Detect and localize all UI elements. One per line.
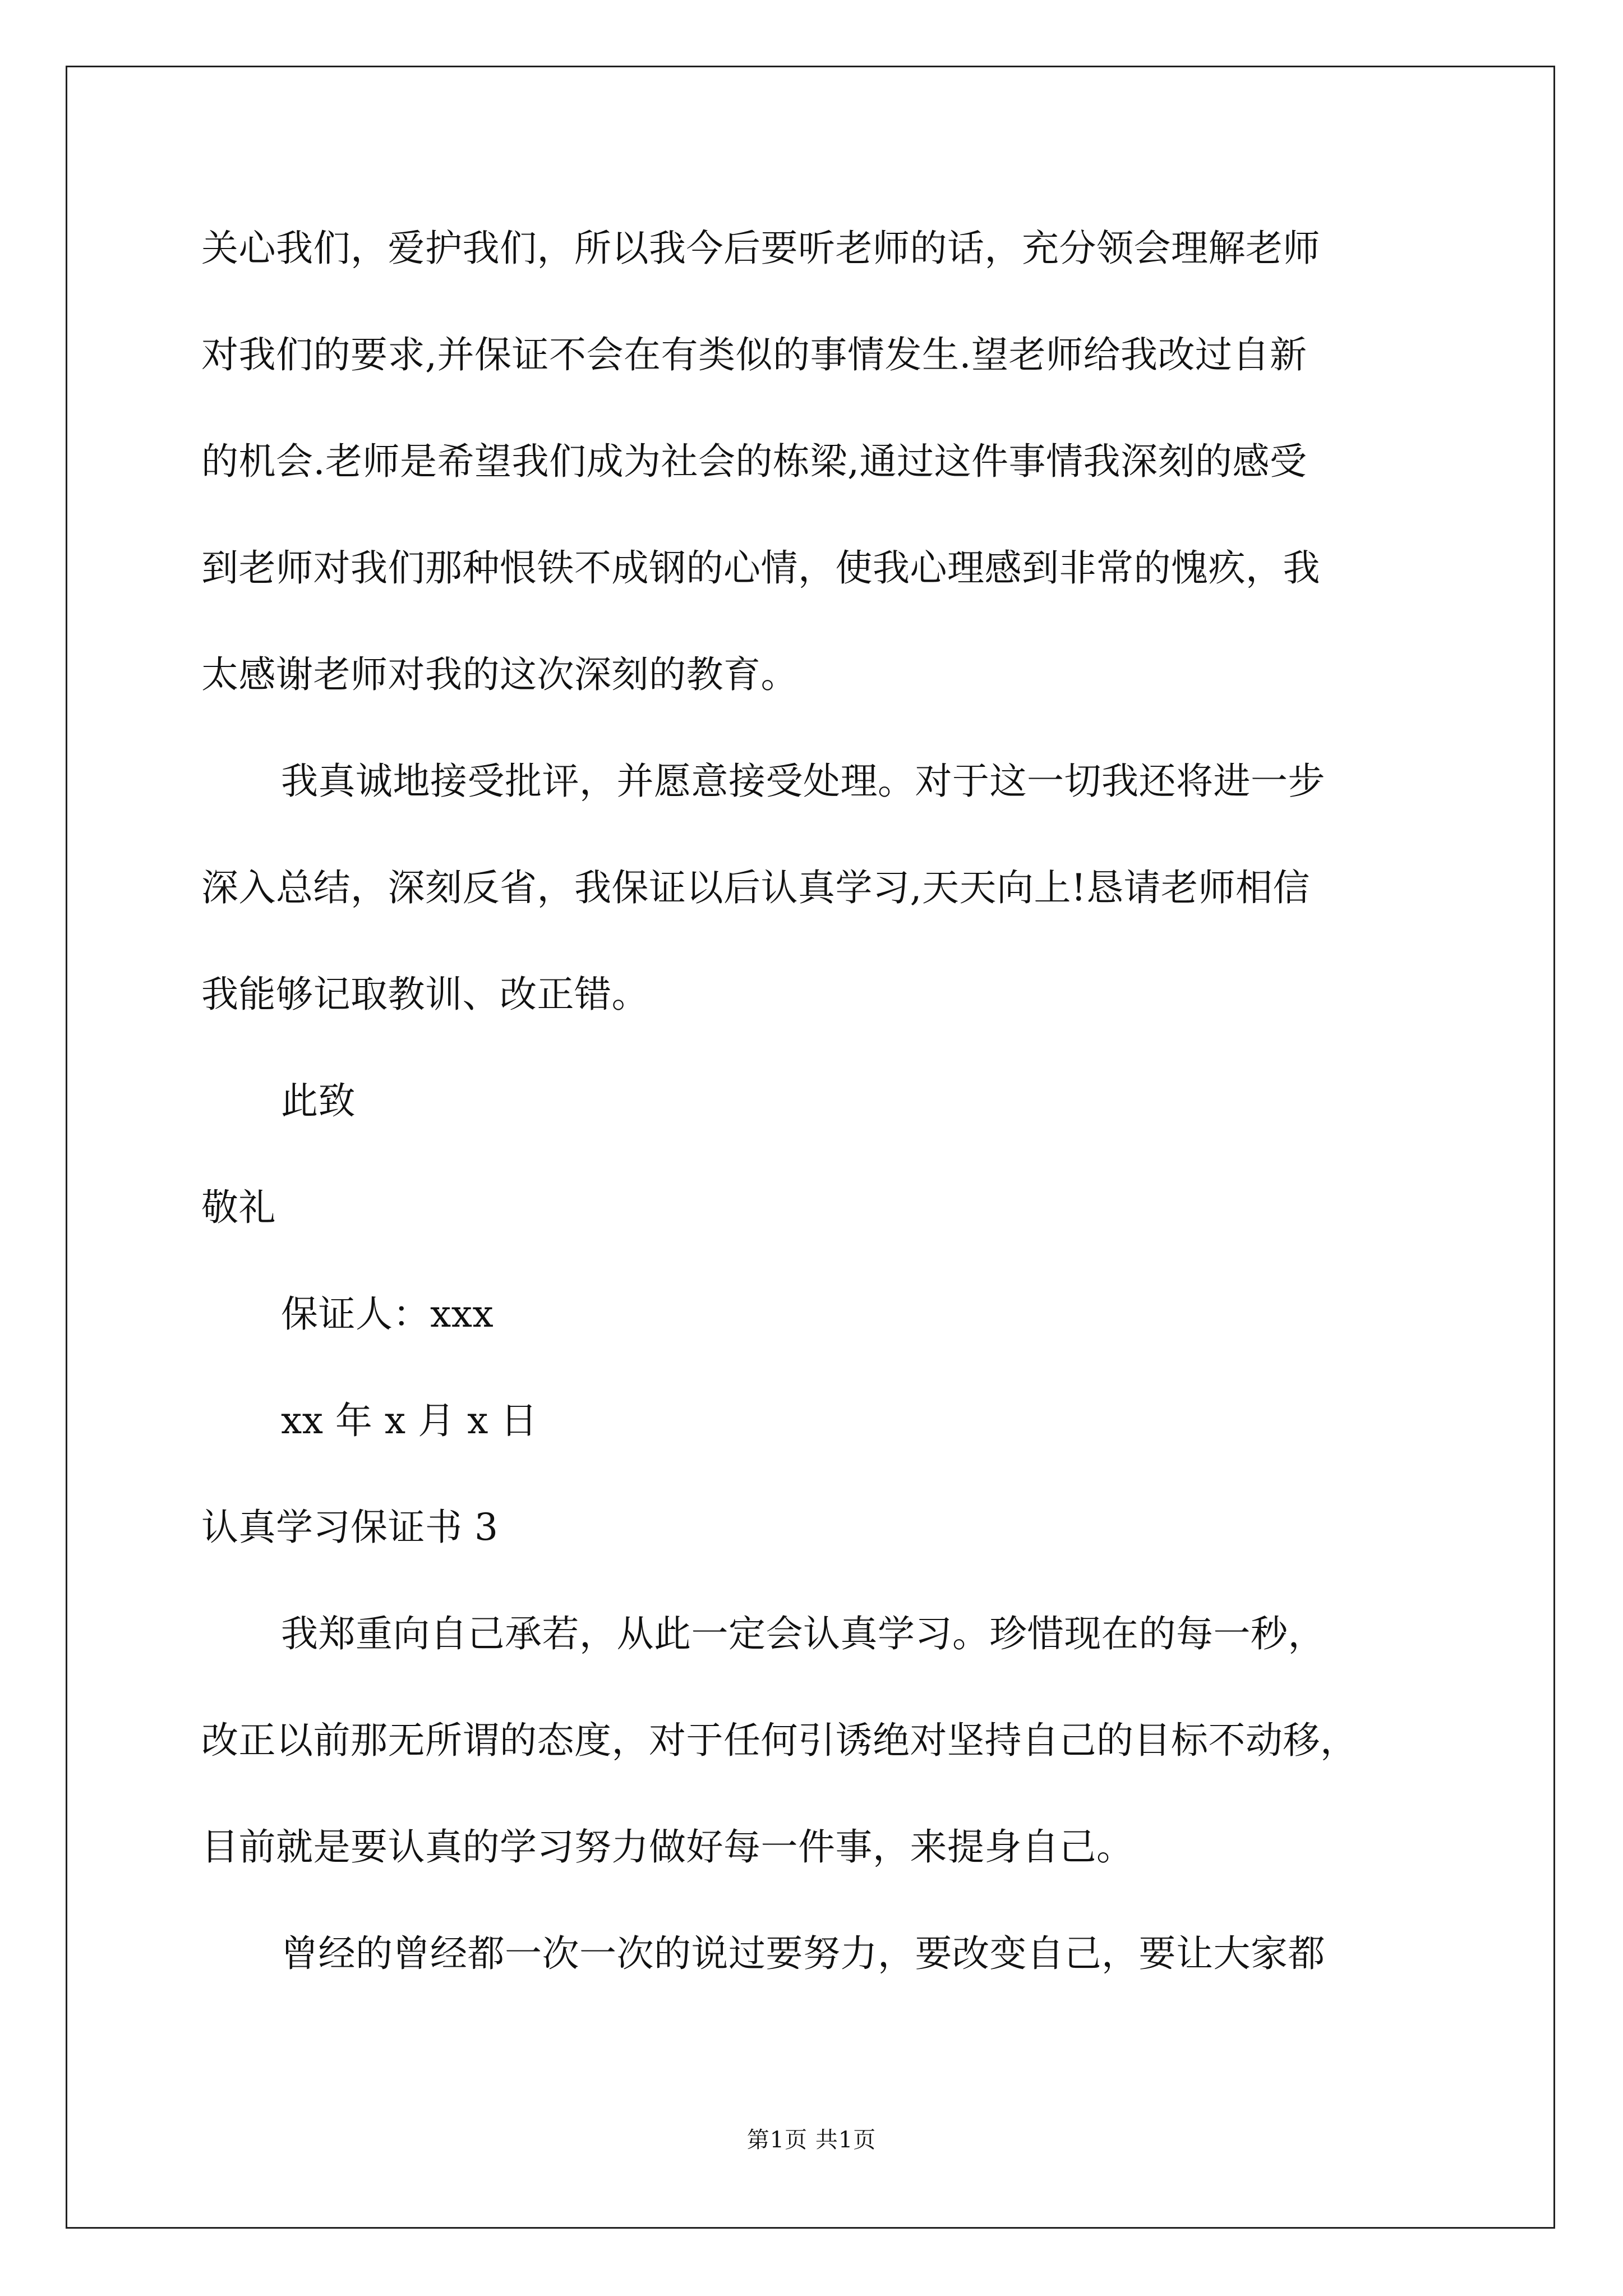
page-border xyxy=(66,66,1555,2229)
text-line-1: 关心我们，爱护我们，所以我今后要听老师的话，充分领会理解老师 xyxy=(201,227,1320,270)
text-line-2: 对我们的要求,并保证不会在有类似的事情发生.望老师给我改过自新 xyxy=(201,333,1307,376)
text-line-6: 我真诚地接受批评，并愿意接受处理。对于这一切我还将进一步 xyxy=(281,760,1325,803)
text-line-16: 目前就是要认真的学习努力做好每一件事，来提身自己。 xyxy=(201,1825,1134,1869)
text-line-7: 深入总结，深刻反省，我保证以后认真学习,天天向上!恳请老师相信 xyxy=(201,866,1311,909)
text-line-3: 的机会.老师是希望我们成为社会的栋梁,通过这件事情我深刻的感受 xyxy=(201,440,1307,483)
text-line-8: 我能够记取教训、改正错。 xyxy=(201,973,649,1016)
date-line: xx 年 x 月 x 日 xyxy=(281,1399,538,1442)
text-line-15: 改正以前那无所谓的态度，对于任何引诱绝对坚持自己的目标不动移， xyxy=(201,1719,1358,1762)
salutation-closing: 此致 xyxy=(281,1079,356,1122)
page-number-footer: 第1页 共1页 xyxy=(746,2127,877,2153)
text-line-17: 曾经的曾经都一次一次的说过要努力，要改变自己，要让大家都 xyxy=(281,1932,1325,1975)
section-title: 认真学习保证书 3 xyxy=(201,1506,499,1549)
guarantor-line: 保证人：xxx xyxy=(281,1292,494,1336)
text-line-4: 到老师对我们那种恨铁不成钢的心情，使我心理感到非常的愧疚，我 xyxy=(201,546,1320,590)
text-line-5: 太感谢老师对我的这次深刻的教育。 xyxy=(201,653,798,696)
text-line-14: 我郑重向自己承若，从此一定会认真学习。珍惜现在的每一秒， xyxy=(281,1612,1325,1655)
salutation-respect: 敬礼 xyxy=(201,1186,276,1229)
